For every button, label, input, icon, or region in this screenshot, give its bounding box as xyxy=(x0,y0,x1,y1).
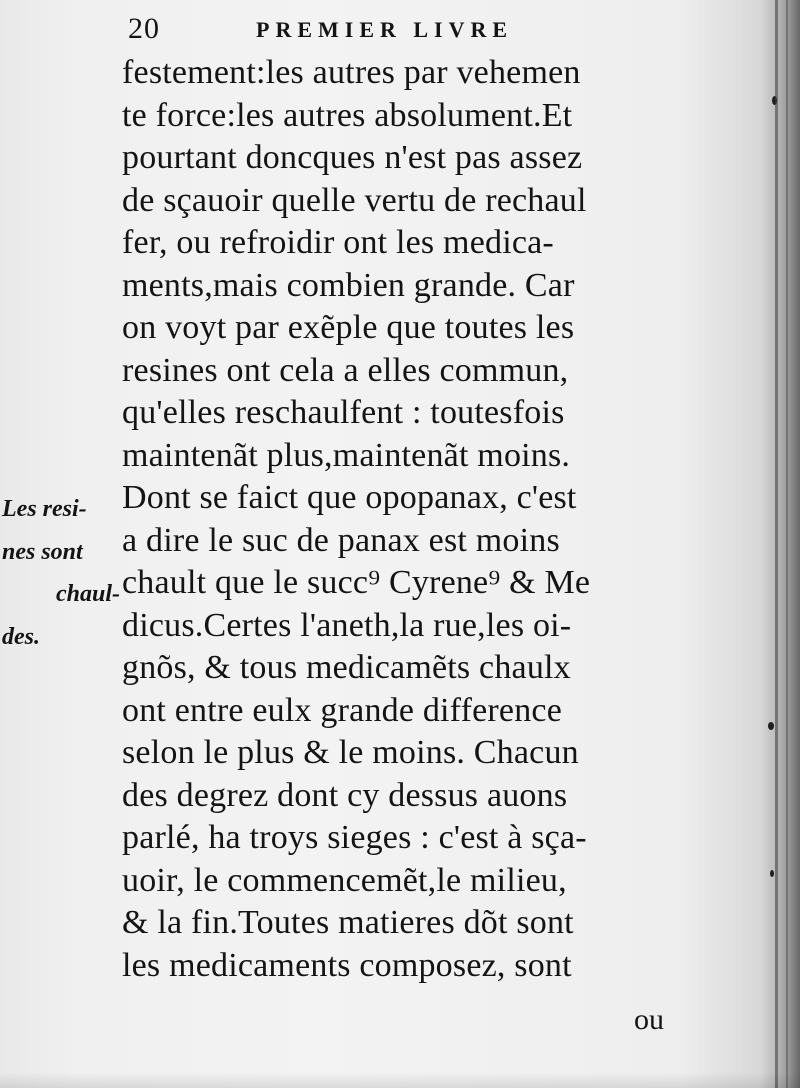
page-number: 20 xyxy=(128,12,160,45)
text-line: selon le plus & le moins. Chacun xyxy=(122,734,579,771)
text-line: Dont se faict que opopanax, c'est xyxy=(122,479,577,516)
catchword: ou xyxy=(634,1003,664,1036)
text-line: a dire le suc de panax est moins xyxy=(122,521,560,559)
page-edge-line xyxy=(775,0,778,1088)
page-edge-line xyxy=(786,0,788,1088)
margin-note-line: Les resi- xyxy=(2,496,87,522)
text-line: chault que le succ⁹ Cyrene⁹ & Me xyxy=(122,564,591,601)
text-line: maintenãt plus,maintenãt moins. xyxy=(122,436,571,474)
text-line: parlé, ha troys sieges : c'est à sça- xyxy=(122,819,587,856)
bottom-edge-shadow xyxy=(0,1072,800,1088)
text-line: ments,mais combien grande. Car xyxy=(122,266,575,304)
page-header xyxy=(128,12,648,48)
text-line: resines ont cela a elles commun, xyxy=(122,351,569,389)
text-line: les medicaments composez, sont xyxy=(122,946,572,984)
text-line: & la fin.Toutes matieres dõt sont xyxy=(122,904,574,941)
margin-note-line: chaul- xyxy=(55,581,120,607)
bleed-through-mark xyxy=(14,270,21,300)
text-line: pourtant doncques n'est pas assez xyxy=(122,139,583,176)
text-line: uoir, le commencemẽt,le milieu, xyxy=(122,861,567,899)
margin-note-line: des. xyxy=(2,623,40,650)
text-line: gnõs, & tous medicamẽts chaulx xyxy=(122,649,571,686)
text-line: de sçauoir quelle vertu de rechaul xyxy=(122,181,587,219)
text-line: te force:les autres absolument.Et xyxy=(122,96,573,134)
text-line: on voyt par exẽple que toutes les xyxy=(122,309,575,346)
text-line: dicus.Certes l'aneth,la rue,les oi- xyxy=(122,606,572,644)
text-line: ont entre eulx grande difference xyxy=(122,691,562,729)
running-title: PREMIER LIVRE xyxy=(256,17,514,42)
text-line: qu'elles reschaulfent : toutesfois xyxy=(122,394,565,431)
text-line: fer, ou refroidir ont les medica- xyxy=(122,224,554,261)
margin-note xyxy=(2,488,122,658)
text-line: festement:les autres par vehemen xyxy=(122,54,581,91)
text-line: des degrez dont cy dessus auons xyxy=(122,776,568,814)
page-binding-shadow xyxy=(760,0,800,1088)
body-text xyxy=(122,52,682,987)
margin-note-line: nes sont xyxy=(2,538,83,565)
